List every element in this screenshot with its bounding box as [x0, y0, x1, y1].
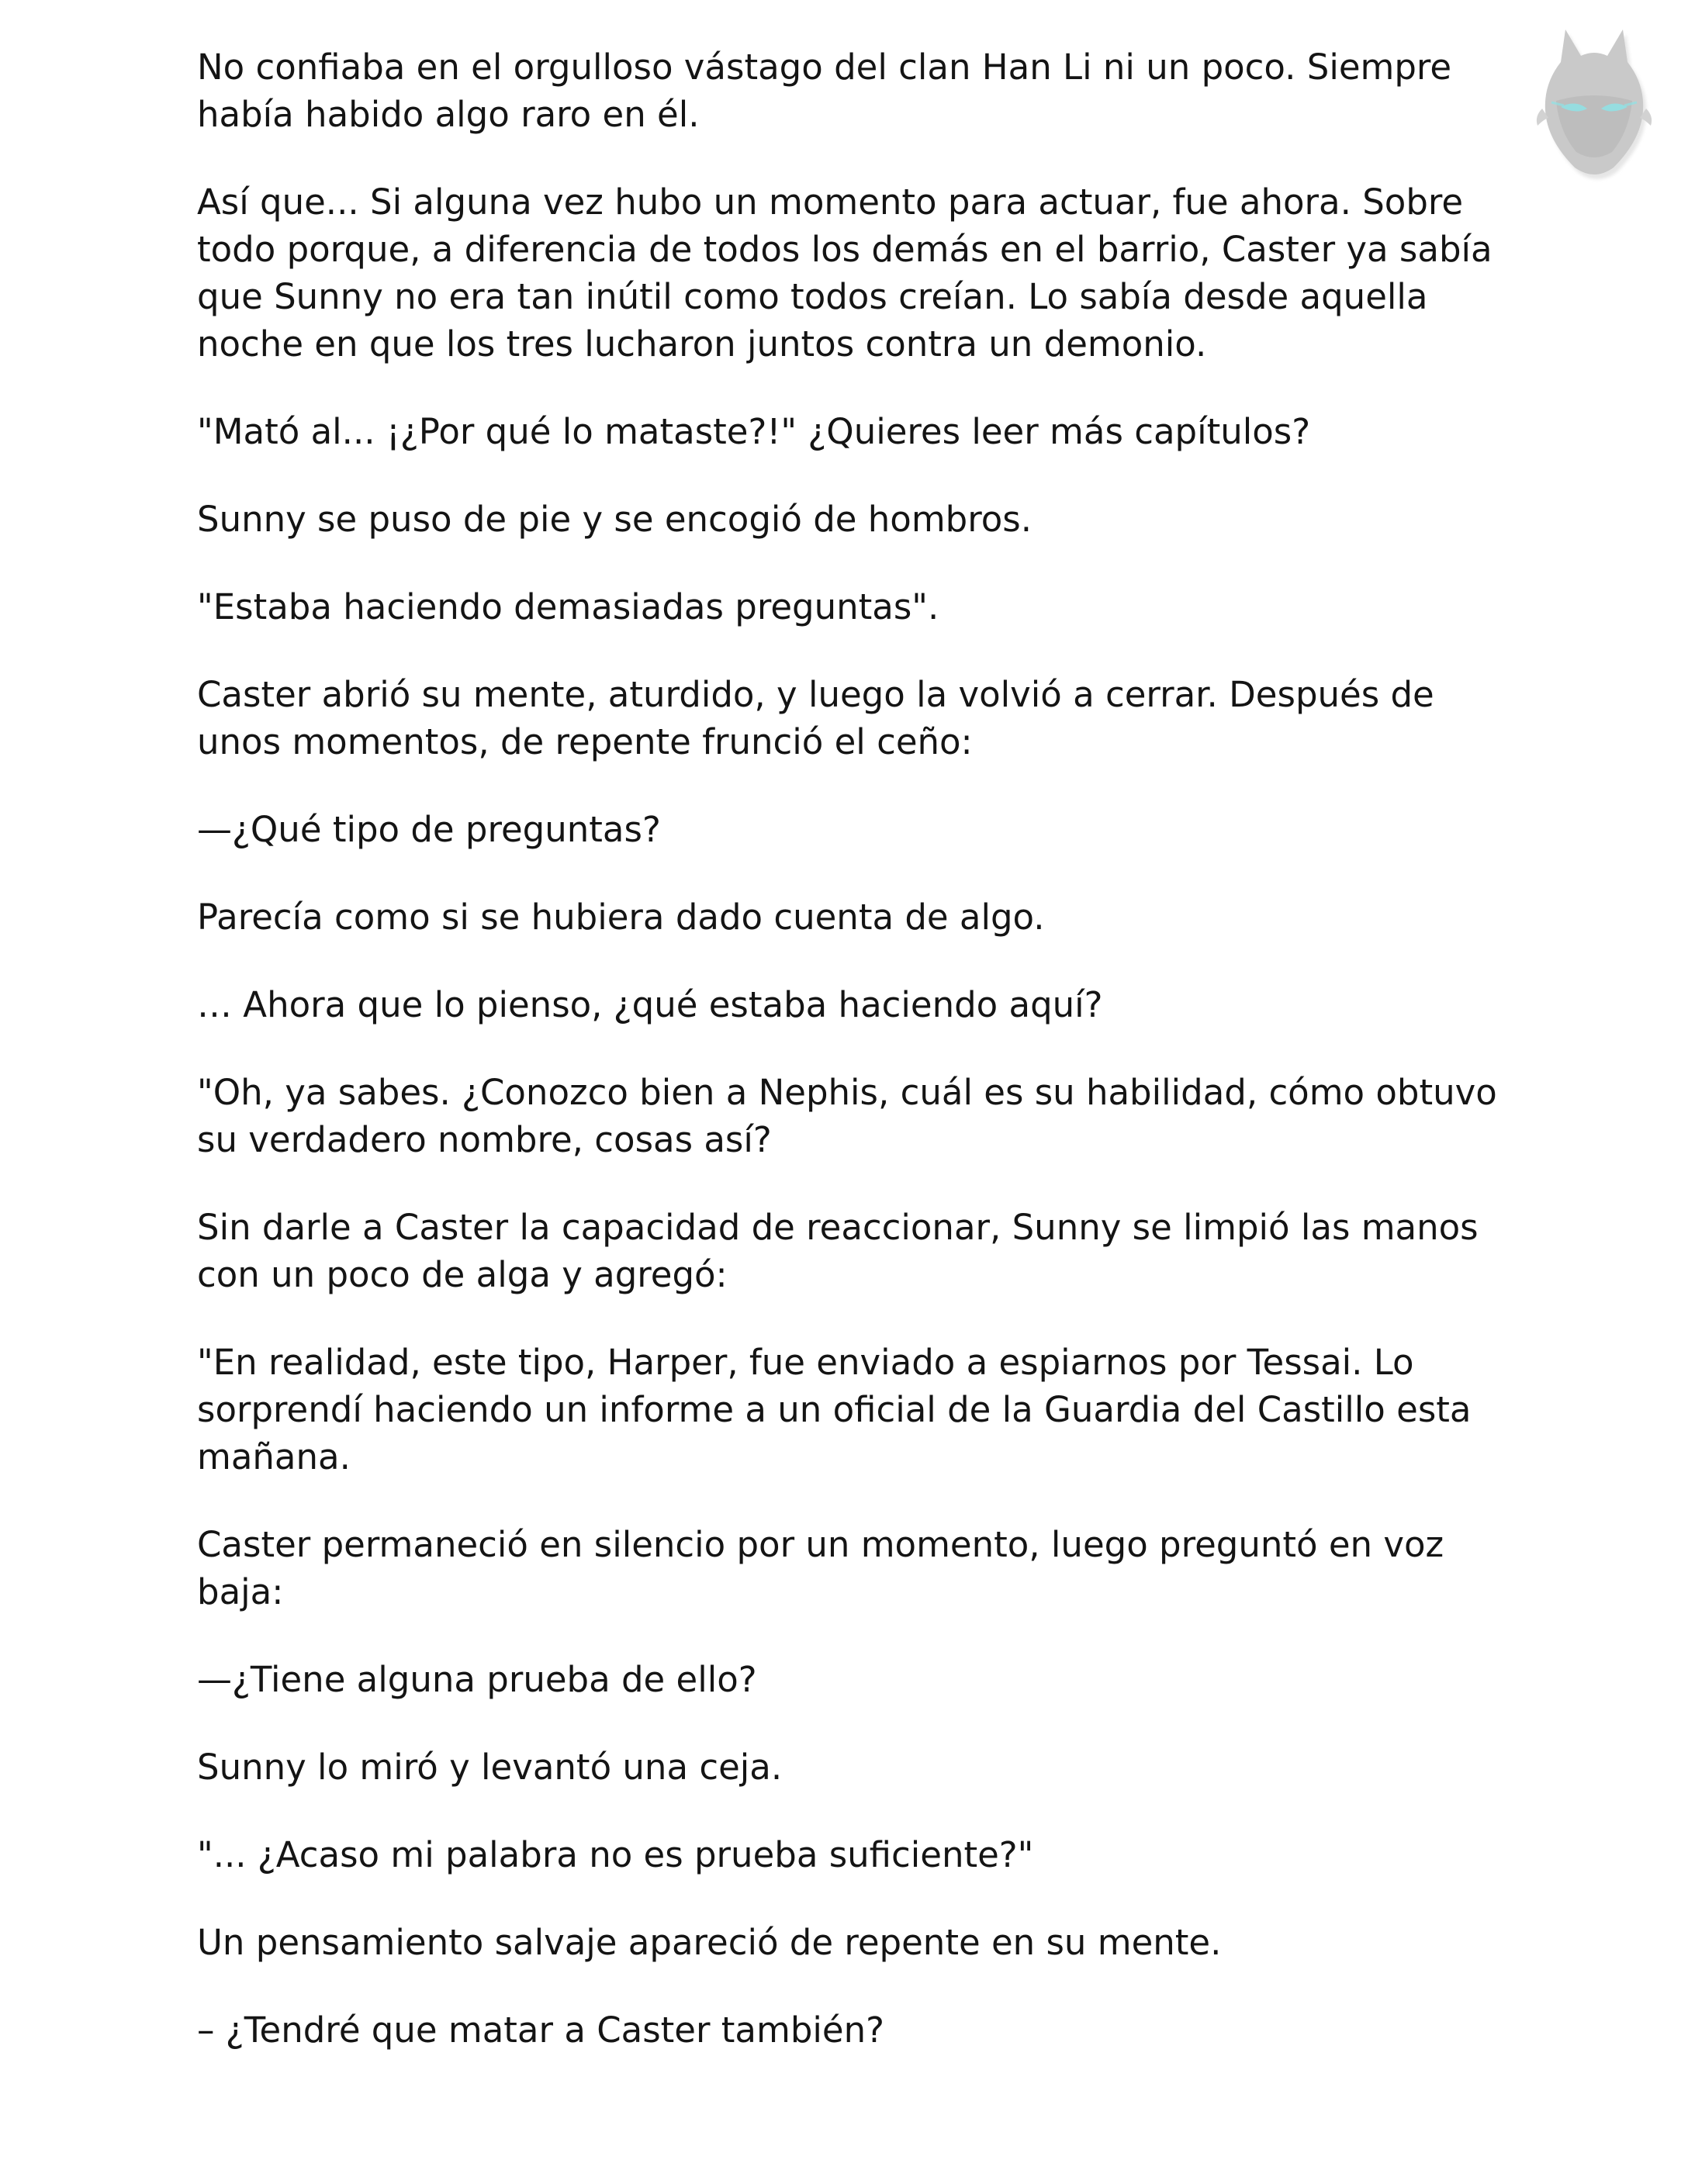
paragraph: —¿Qué tipo de preguntas?: [197, 809, 661, 850]
paragraph: "Oh, ya sabes. ¿Conozco bien a Nephis, cuál es su habilidad, cómo obtuvo su verdadero nombre, cosas así?: [197, 1072, 1497, 1160]
paragraph: Parecía como si se hubiera dado cuenta de algo.: [197, 897, 1045, 938]
paragraph: "... ¿Acaso mi palabra no es prueba suficiente?": [197, 1834, 1034, 1875]
paragraph: Así que... Si alguna vez hubo un momento para actuar, fue ahora. Sobre todo porque, a diferencia de todos los demás en el barrio, Caster ya sabía que Sunny no era tan inútil como todos creían. Lo sabía desde aquella noche en que los tres lucharon juntos contra un demonio.: [197, 181, 1493, 365]
paragraph: … Ahora que lo pienso, ¿qué estaba haciendo aquí?: [197, 984, 1103, 1025]
paragraph: – ¿Tendré que matar a Caster también?: [197, 2009, 884, 2051]
paragraph: Sin darle a Caster la capacidad de reaccionar, Sunny se limpió las manos con un poco de alga y agregó:: [197, 1207, 1479, 1295]
paragraph: Sunny lo miró y levantó una ceja.: [197, 1747, 783, 1788]
paragraph: "En realidad, este tipo, Harper, fue enviado a espiarnos por Tessai. Lo sorprendí haciendo un informe a un oficial de la Guardia del Castillo esta mañana.: [197, 1342, 1472, 1477]
paragraph: —¿Tiene alguna prueba de ello?: [197, 1659, 757, 1700]
paragraph: Un pensamiento salvaje apareció de repente en su mente.: [197, 1922, 1222, 1963]
paragraph: Sunny se puso de pie y se encogió de hombros.: [197, 499, 1033, 540]
paragraph: "Estaba haciendo demasiadas preguntas".: [197, 586, 939, 627]
document-body: [197, 43, 1508, 2094]
demon-head-logo-icon: [1520, 16, 1668, 186]
paragraph: Caster abrió su mente, aturdido, y luego la volvió a cerrar. Después de unos momentos, de repente frunció el ceño:: [197, 674, 1434, 762]
paragraph: "Mató al... ¡¿Por qué lo mataste?!" ¿Quieres leer más capítulos?: [197, 411, 1311, 452]
paragraph: Caster permaneció en silencio por un momento, luego preguntó en voz baja:: [197, 1524, 1444, 1612]
paragraph: No confiaba en el orgulloso vástago del clan Han Li ni un poco. Siempre había habido algo raro en él.: [197, 47, 1452, 135]
